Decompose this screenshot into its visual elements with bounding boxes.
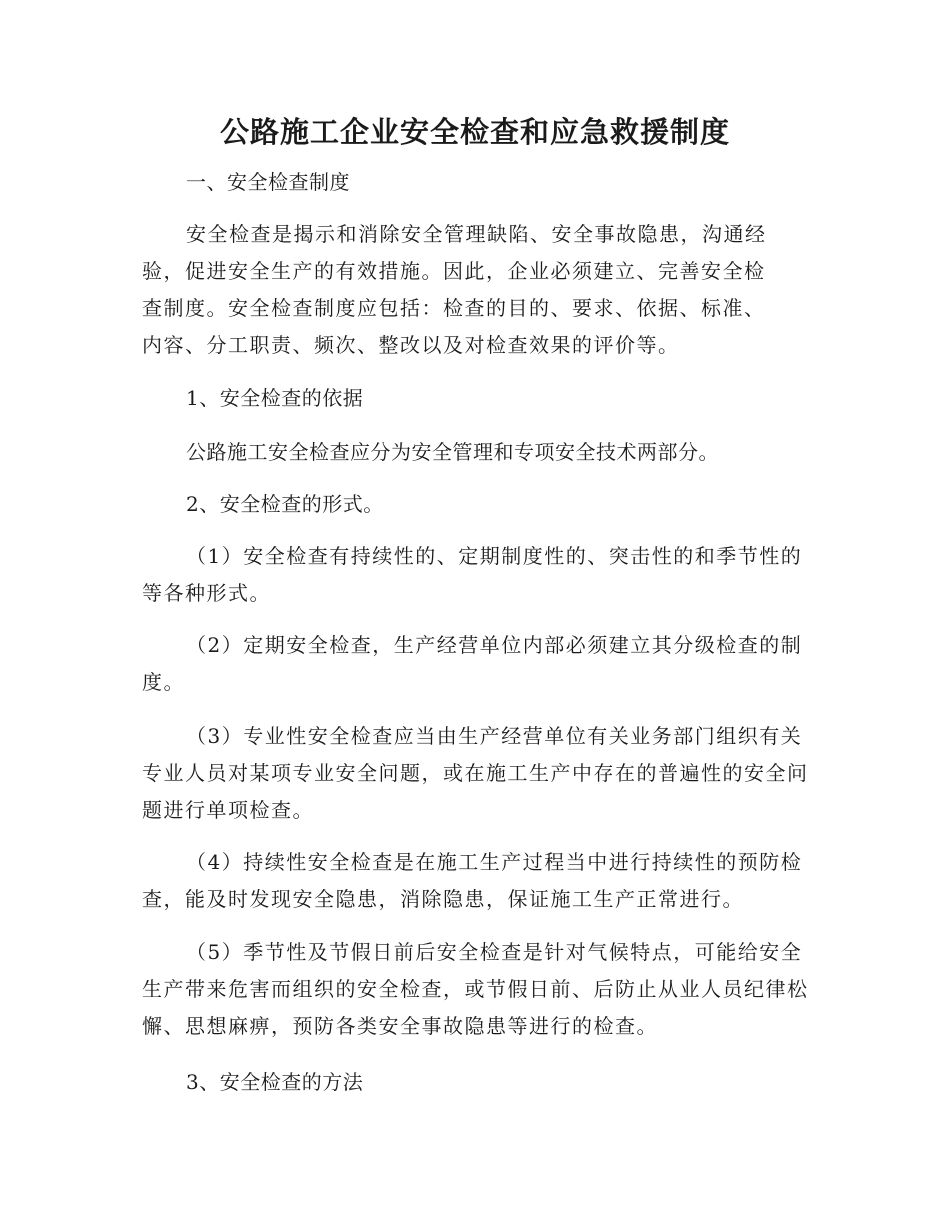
section-heading-safety-inspection: 一、安全检查制度 xyxy=(186,170,350,194)
document-title: 公路施工企业安全检查和应急救援制度 xyxy=(219,115,730,149)
form-item-4: （4）持续性安全检查是在施工生产过程当中进行持续性的预防检查，能及时发现安全隐患，消除隐患，保证施工生产正常进行。 xyxy=(142,850,803,911)
form-item-3: （3）专业性安全检查应当由生产经营单位有关业务部门组织有关专业人员对某项专业安全问题，或在施工生产中存在的普遍性的安全问题进行单项检查。 xyxy=(142,724,809,822)
form-item-1: （1）安全检查有持续性的、定期制度性的、突击性的和季节性的等各种形式。 xyxy=(142,544,803,605)
inspection-basis-text: 公路施工安全检查应分为安全管理和专项安全技术两部分。 xyxy=(186,440,719,464)
form-item-2: （2）定期安全检查，生产经营单位内部必须建立其分级检查的制度。 xyxy=(142,633,803,694)
intro-paragraph: 安全检查是揭示和消除安全管理缺陷、安全事故隐患，沟通经验，促进安全生产的有效措施。因此，企业必须建立、完善安全检查制度。安全检查制度应包括：检查的目的、要求、依据、标准、内容、分工职责、频次、整改以及对检查效果的评价等。 xyxy=(142,222,767,357)
subheading-inspection-methods: 3、安全检查的方法 xyxy=(186,1070,364,1094)
subheading-inspection-basis: 1、安全检查的依据 xyxy=(186,386,364,410)
form-item-5: （5）季节性及节假日前后安全检查是针对气候特点，可能给安全生产带来危害而组织的安全检查，或节假日前、后防止从业人员纪律松懈、思想麻痹，预防各类安全事故隐患等进行的检查。 xyxy=(142,940,809,1038)
subheading-inspection-forms: 2、安全检查的形式。 xyxy=(186,492,384,516)
